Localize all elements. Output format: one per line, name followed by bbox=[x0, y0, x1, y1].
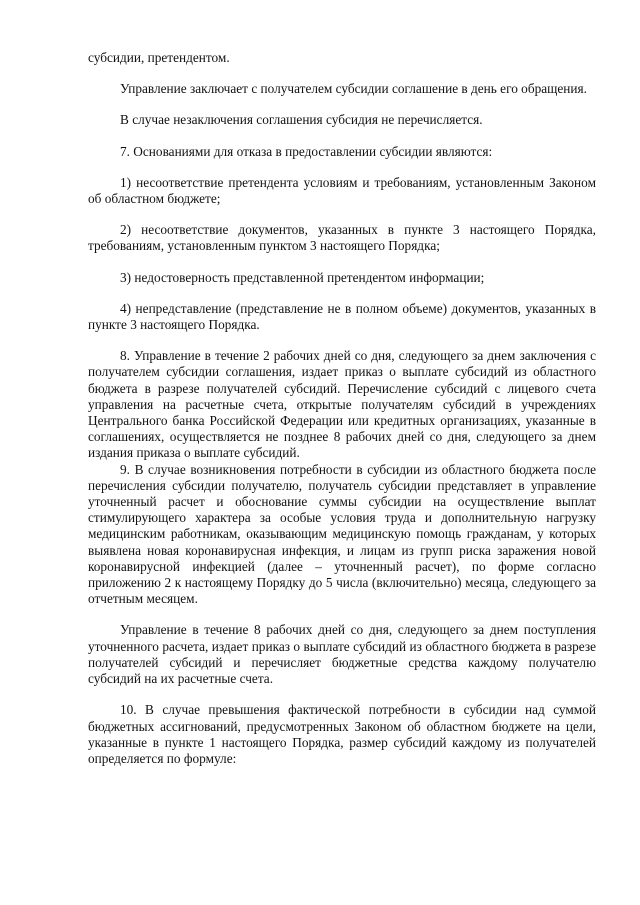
paragraph-subitem-4: 4) непредставление (представление не в полном объеме) документов, указанных в пункте 3 настоящего Порядка. bbox=[88, 300, 596, 333]
paragraph-subitem-1: 1) несоответствие претендента условиям и требованиям, установленным Законом об областном бюджете; bbox=[88, 174, 596, 207]
paragraph-item-9: 9. В случае возникновения потребности в субсидии из областного бюджета после перечисления субсидии получателю, получатель субсидии представляет в управление уточненный расчет и обоснование суммы субсидии на осуществление выплат стимулирующего характера за особые условия труда и дополнительную нагрузку медицинским работникам, оказывающим медицинскую помощь гражданам, у которых выявлена новая коронавирусная инфекция, и лицам из групп риска заражения новой коронавирусной инфекцией (далее – уточненный расчет), по форме согласно приложению 2 к настоящему Порядку до 5 числа (включительно) месяца, следующего за отчетным месяцем. bbox=[88, 461, 596, 607]
paragraph-agreement-day: Управление заключает с получателем субсидии соглашение в день его обращения. bbox=[120, 81, 587, 97]
paragraph-item-7: 7. Основаниями для отказа в предоставлении субсидии являются: bbox=[120, 143, 493, 159]
document-body bbox=[88, 50, 596, 782]
paragraph-item-10: 10. В случае превышения фактической потребности в субсидии над суммой бюджетных ассигнований, предусмотренных Законом об областном бюджете на цели, указанные в пункте 1 настоящего Порядка, размер субсидий каждому из получателей определяется по формуле: bbox=[88, 702, 596, 766]
paragraph-subitem-3: 3) недостоверность представленной претендентом информации; bbox=[120, 269, 485, 285]
paragraph-continuation: субсидии, претендентом. bbox=[88, 50, 230, 65]
paragraph-item-8: 8. Управление в течение 2 рабочих дней со дня, следующего за днем заключения с получателем субсидии соглашения, издает приказ о выплате субсидий из областного бюджета в разрезе получателей субсидий. Перечисление субсидий с лицевого счета управления на расчетные счета, открытые получателям субсидий в учреждениях Центрального банка Российской Федерации или кредитных организациях, указанные в соглашениях, осуществляется не позднее 8 рабочих дней со дня, следующего за днем издания приказа о выплате субсидий. bbox=[88, 348, 596, 461]
paragraph-recalculation: Управление в течение 8 рабочих дней со дня, следующего за днем поступления уточненного расчета, издает приказ о выплате субсидий из областного бюджета в разрезе получателей субсидий и перечисляет бюджетные средства каждому получателю субсидий на их расчетные счета. bbox=[88, 622, 596, 687]
paragraph-no-agreement: В случае незаключения соглашения субсидия не перечисляется. bbox=[120, 112, 483, 128]
paragraph-subitem-2: 2) несоответствие документов, указанных в пункте 3 настоящего Порядка, требованиям, установленным пунктом 3 настоящего Порядка; bbox=[88, 222, 596, 254]
